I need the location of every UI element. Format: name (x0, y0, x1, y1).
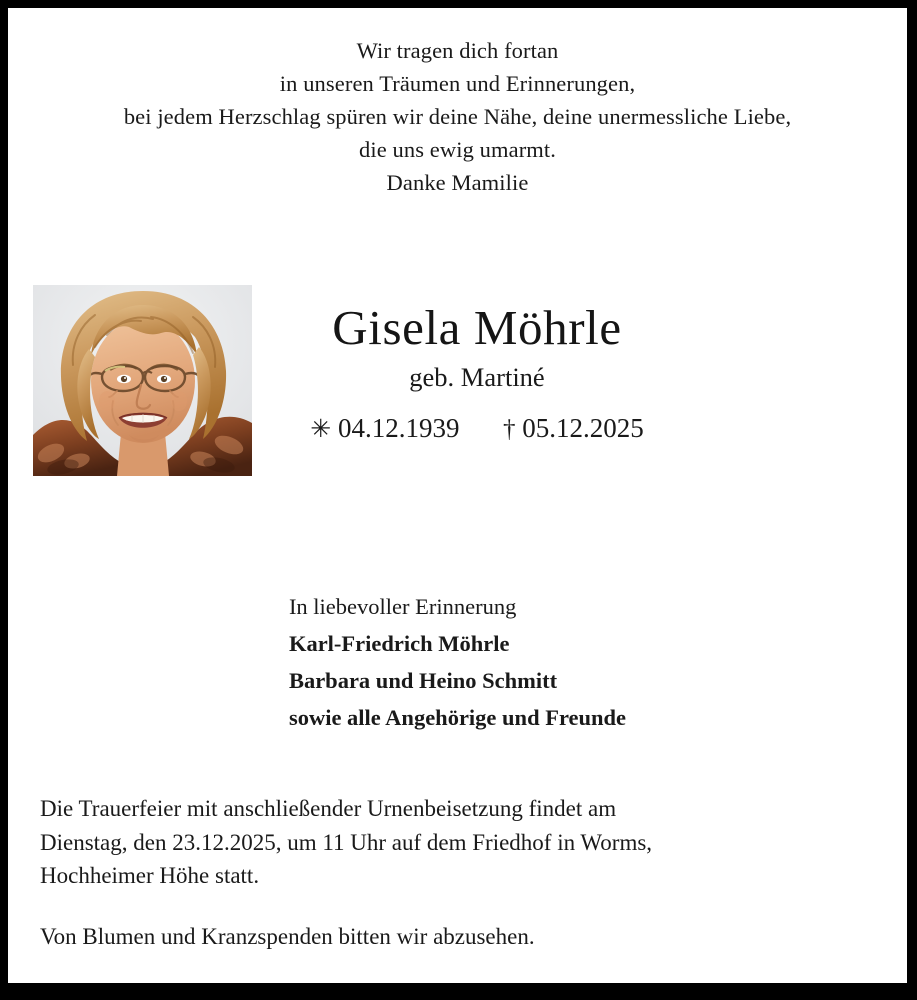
flowers-note: Von Blumen und Kranzspenden bitten wir abzusehen. (40, 924, 535, 949)
poem-line-4: die uns ewig umarmt. (359, 137, 556, 162)
memorial-poem (8, 34, 907, 199)
portrait-photo (33, 285, 252, 476)
life-dates (252, 412, 702, 446)
poem-line-1: Wir tragen dich fortan (356, 38, 559, 63)
birth-date: 04.12.1939 (337, 413, 460, 443)
deceased-name: Gisela Möhrle (332, 300, 622, 355)
service-line-3: Hochheimer Höhe statt. (40, 863, 260, 888)
service-line-2: Dienstag, den 23.12.2025, um 11 Uhr auf dem Friedhof in Worms, (40, 829, 653, 855)
mourner-name-3: sowie alle Angehörige und Freunde (288, 705, 627, 730)
deceased-maiden-name: geb. Martiné (409, 362, 545, 392)
mourners-intro: In liebevoller Erinnerung (288, 594, 517, 619)
mourners-inner (289, 588, 626, 736)
poem-line-5: Danke Mamilie (386, 170, 529, 195)
portrait-photo-image (33, 285, 252, 476)
death-date: 05.12.2025 (522, 413, 644, 443)
deceased-name-block (252, 300, 702, 446)
service-line-1: Die Trauerfeier mit anschließender Urnenbeisetzung findet am (40, 796, 617, 821)
mourner-name-2: Barbara und Heino Schmitt (288, 668, 558, 693)
death-cross-icon: † (502, 416, 516, 443)
mourner-name-1: Karl-Friedrich Möhrle (288, 631, 510, 656)
notice-page (8, 8, 907, 983)
mourners-block (8, 588, 907, 736)
service-details (40, 792, 880, 893)
poem-line-3: bei jedem Herzschlag spüren wir deine Nähe, deine unermessliche Liebe, (123, 104, 792, 129)
poem-line-2: in unseren Träumen und Erinnerungen, (279, 71, 636, 96)
birth-star-icon: ✳ (310, 416, 332, 443)
